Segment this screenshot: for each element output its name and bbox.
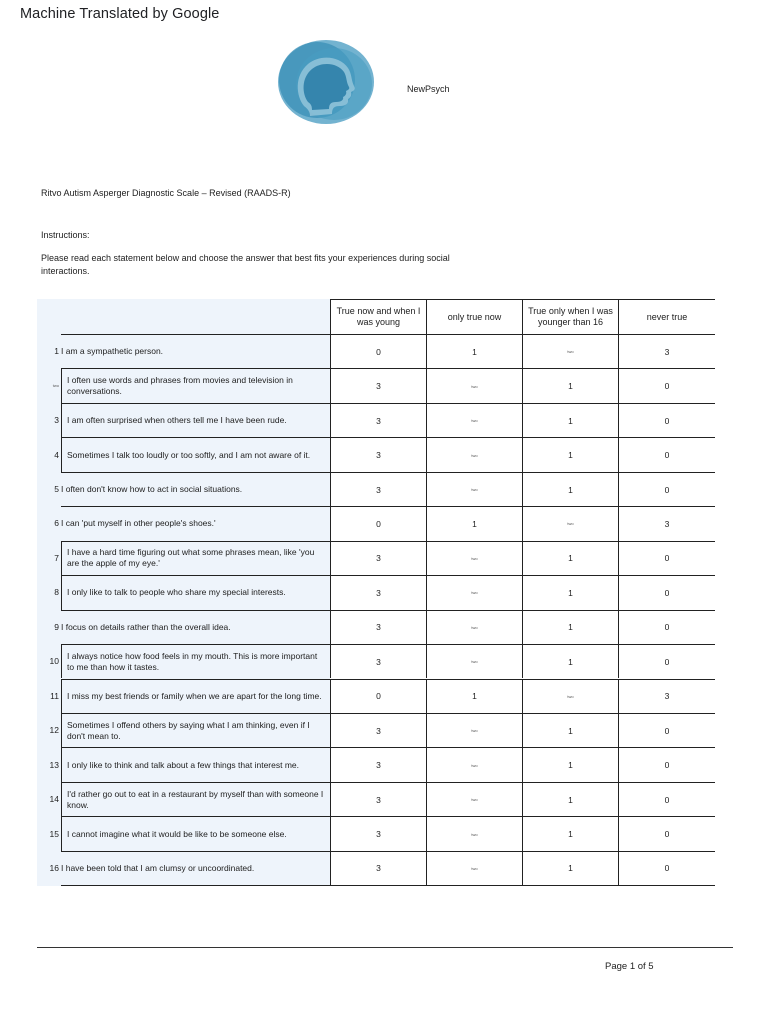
answer-only-true-now[interactable]: two [426,575,522,609]
answer-true-now-and-young[interactable]: 0 [330,679,426,713]
answer-true-only-younger[interactable]: 1 [522,644,618,678]
answer-true-only-younger[interactable]: 1 [522,816,618,850]
item-number: 1 [54,346,59,357]
item-number: 11 [50,690,59,701]
item-number: 9 [54,621,59,632]
answer-true-now-and-young[interactable]: 3 [330,541,426,575]
answer-never-true[interactable]: 3 [618,334,715,368]
instructions-heading: Instructions: [41,230,90,240]
answer-never-true[interactable]: 0 [618,437,715,471]
answer-never-true[interactable]: 0 [618,747,715,781]
brand-name: NewPsych [407,84,450,94]
item-number: 8 [54,587,59,598]
item-statement: I'd rather go out to eat in a restaurant by myself than with someone I know. [61,782,330,816]
answer-true-now-and-young[interactable]: 3 [330,472,426,506]
answer-never-true[interactable]: 0 [618,368,715,402]
answer-never-true[interactable]: 0 [618,644,715,678]
item-statement: Sometimes I offend others by saying what I am thinking, even if I don't mean to. [61,713,330,747]
answer-true-now-and-young[interactable]: 3 [330,851,426,885]
answer-true-only-younger[interactable]: 1 [522,747,618,781]
answer-true-only-younger[interactable]: 1 [522,472,618,506]
item-number: 16 [49,862,59,873]
answer-true-only-younger[interactable]: 1 [522,541,618,575]
answer-true-now-and-young[interactable]: 3 [330,747,426,781]
answer-true-only-younger[interactable]: 1 [522,368,618,402]
header-only-true-now: only true now [426,299,522,334]
answer-true-only-younger[interactable]: two [522,334,618,368]
item-number: 3 [54,415,59,426]
table-row [37,506,715,540]
item-statement: I can 'put myself in other people's shoes.' [61,506,330,540]
answer-never-true[interactable]: 0 [618,816,715,850]
table-row [37,816,715,850]
questionnaire-table [37,299,715,886]
item-statement: Sometimes I talk too loudly or too softly, and I am not aware of it. [61,437,330,471]
item-statement: I have a hard time figuring out what some phrases mean, like 'you are the apple of my eye.' [61,541,330,575]
answer-only-true-now[interactable]: two [426,782,522,816]
answer-true-now-and-young[interactable]: 3 [330,437,426,471]
answer-true-now-and-young[interactable]: 3 [330,713,426,747]
answer-only-true-now[interactable]: two [426,851,522,885]
answer-true-now-and-young[interactable]: 3 [330,610,426,644]
answer-only-true-now[interactable]: 1 [426,506,522,540]
table-row [37,575,715,609]
answer-true-now-and-young[interactable]: 3 [330,644,426,678]
item-statement: I only like to think and talk about a few things that interest me. [61,747,330,781]
table-row [37,851,715,885]
answer-only-true-now[interactable]: 1 [426,334,522,368]
table-row [37,368,715,402]
item-statement: I have been told that I am clumsy or uncoordinated. [61,851,330,885]
document-title: Ritvo Autism Asperger Diagnostic Scale – Revised (RAADS-R) [41,188,291,198]
item-statement: I always notice how food feels in my mouth. This is more important to me than how it tastes. [61,644,330,678]
table-row [37,541,715,575]
head-profile-logo [274,36,378,128]
answer-only-true-now[interactable]: two [426,472,522,506]
item-number: 4 [54,449,59,460]
answer-true-now-and-young[interactable]: 3 [330,782,426,816]
answer-true-now-and-young[interactable]: 3 [330,403,426,437]
answer-true-now-and-young[interactable]: 3 [330,816,426,850]
answer-never-true[interactable]: 0 [618,851,715,885]
item-number: two [52,383,59,389]
answer-never-true[interactable]: 0 [618,472,715,506]
answer-only-true-now[interactable]: two [426,816,522,850]
answer-only-true-now[interactable]: two [426,747,522,781]
item-statement: I am a sympathetic person. [61,334,330,368]
header-never-true: never true [618,299,715,334]
header-true-now-and-young: True now and when I was young [330,299,426,334]
item-number: 6 [54,518,59,529]
item-number: 7 [54,552,59,563]
item-number: 15 [49,828,59,839]
item-number: 14 [49,794,59,805]
table-row [37,403,715,437]
item-statement: I often use words and phrases from movies and television in conversations. [61,368,330,402]
machine-translation-banner: Machine Translated by Google [20,6,220,22]
answer-never-true[interactable]: 0 [618,610,715,644]
page-number: Page 1 of 5 [605,961,654,972]
item-number: 13 [49,759,59,770]
item-number: 10 [49,656,59,667]
item-statement: I cannot imagine what it would be like to be someone else. [61,816,330,850]
answer-never-true[interactable]: 0 [618,541,715,575]
table-row [37,334,715,368]
answer-never-true[interactable]: 0 [618,713,715,747]
item-statement: I often don't know how to act in social situations. [61,472,330,506]
item-statement: I am often surprised when others tell me I have been rude. [61,403,330,437]
item-statement: I only like to talk to people who share my special interests. [61,575,330,609]
item-statement: I miss my best friends or family when we are apart for the long time. [61,679,330,713]
answer-true-only-younger[interactable]: two [522,679,618,713]
table-row [37,747,715,781]
table-row [37,679,715,713]
answer-true-now-and-young[interactable]: 0 [330,506,426,540]
answer-never-true[interactable]: 0 [618,575,715,609]
answer-true-only-younger[interactable]: 1 [522,403,618,437]
answer-only-true-now[interactable]: two [426,610,522,644]
answer-true-only-younger[interactable]: 1 [522,610,618,644]
table-bottom-border [61,885,715,886]
answer-only-true-now[interactable]: two [426,644,522,678]
answer-true-now-and-young[interactable]: 0 [330,334,426,368]
table-row [37,713,715,747]
answer-only-true-now[interactable]: two [426,437,522,471]
answer-true-only-younger[interactable]: 1 [522,713,618,747]
answer-true-now-and-young[interactable]: 3 [330,575,426,609]
header-true-only-younger: True only when I was younger than 16 [522,299,618,334]
answer-never-true[interactable]: 0 [618,403,715,437]
table-row [37,644,715,678]
table-row [37,437,715,471]
answer-true-only-younger[interactable]: 1 [522,782,618,816]
item-number: 5 [54,484,59,495]
answer-never-true[interactable]: 0 [618,782,715,816]
answer-never-true[interactable]: 3 [618,506,715,540]
answer-only-true-now[interactable]: two [426,541,522,575]
answer-only-true-now[interactable]: two [426,713,522,747]
instructions-text: Please read each statement below and choose the answer that best fits your experiences during social interactions. [41,253,450,276]
footer-divider [37,947,733,948]
answer-never-true[interactable]: 3 [618,679,715,713]
table-row [37,782,715,816]
table-row [37,472,715,506]
item-number: 12 [49,725,59,736]
answer-only-true-now[interactable]: two [426,368,522,402]
answer-true-only-younger[interactable]: 1 [522,575,618,609]
answer-only-true-now[interactable]: two [426,403,522,437]
answer-true-only-younger[interactable]: 1 [522,851,618,885]
table-header-row [37,299,715,334]
answer-true-only-younger[interactable]: two [522,506,618,540]
answer-true-now-and-young[interactable]: 3 [330,368,426,402]
answer-only-true-now[interactable]: 1 [426,679,522,713]
table-row [37,610,715,644]
item-statement: I focus on details rather than the overall idea. [61,610,330,644]
answer-true-only-younger[interactable]: 1 [522,437,618,471]
